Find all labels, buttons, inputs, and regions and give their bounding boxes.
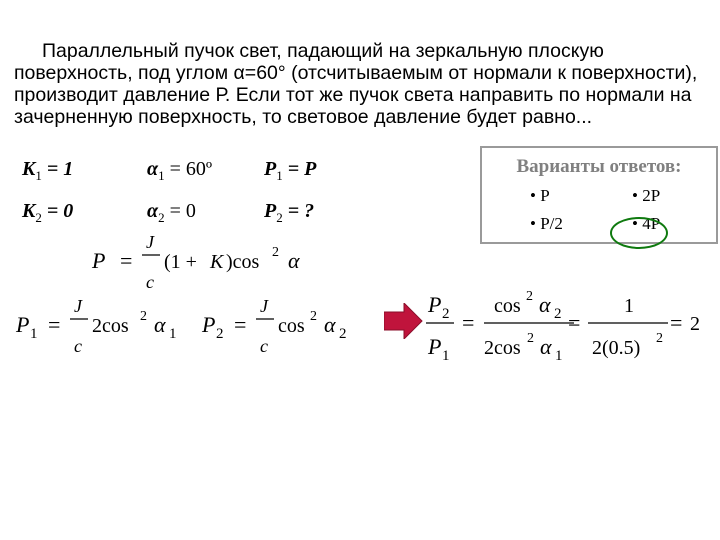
ratio-den-p-sub: 1 <box>442 348 450 364</box>
formula-general-paren-close: )cos <box>226 251 260 273</box>
ratio-den-alpha-sub: 1 <box>555 348 563 364</box>
answer-options-box <box>480 146 718 244</box>
given-k2 <box>22 200 73 226</box>
ratio-result: 2 <box>690 313 700 335</box>
formula-general-exp: 2 <box>272 245 279 260</box>
answer-options-title: Варианты ответов: <box>516 156 682 177</box>
given-k2-symbol: K <box>22 200 36 222</box>
formula-p1-coef: 2cos <box>92 315 129 337</box>
given-alpha1-symbol: α <box>147 158 159 180</box>
formula-general-den: c <box>146 272 154 292</box>
ratio-den-p: P <box>428 334 442 359</box>
formula-ratio <box>424 284 714 369</box>
formula-p2-exp: 2 <box>310 309 317 324</box>
formula-general-paren-open: (1 + <box>164 251 197 273</box>
formula-general-eq: = <box>120 248 133 273</box>
ratio-den-alpha: α <box>540 334 552 359</box>
ratio-den-cos: 2cos <box>484 337 521 359</box>
formula-p2-num: J <box>260 296 268 316</box>
formula-p1-eq: = <box>48 312 61 337</box>
correct-answer-circle <box>610 217 668 249</box>
answer-option-p[interactable]: • P <box>530 186 550 205</box>
given-alpha1-value: = 60º <box>164 158 213 180</box>
given-p1-value: = P <box>282 158 317 180</box>
ratio-frac-exp: 2 <box>656 331 663 346</box>
ratio-num-cos: cos <box>494 295 521 317</box>
given-p2 <box>264 200 314 226</box>
formula-p2-lhs: P <box>202 312 216 337</box>
formula-p2-den: c <box>260 336 268 356</box>
given-p1-subscript: 1 <box>276 168 283 183</box>
formula-p2 <box>198 292 378 363</box>
given-k1-value: = 1 <box>41 158 74 180</box>
ratio-eq2: = <box>568 310 581 335</box>
given-p2-value: = ? <box>282 200 315 222</box>
ratio-eq3: = <box>670 310 683 335</box>
given-alpha1 <box>147 158 212 184</box>
answer-option-2p[interactable]: • 2P <box>632 186 661 205</box>
formula-general-num: J <box>146 232 154 252</box>
formula-p1-alpha: α <box>154 312 166 337</box>
formula-p1-exp: 2 <box>140 309 147 324</box>
formula-general-alpha: α <box>288 248 300 273</box>
formula-p2-alpha: α <box>324 312 336 337</box>
given-p1-symbol: P <box>264 158 277 180</box>
ratio-eq: = <box>462 310 475 335</box>
given-alpha1-subscript: 1 <box>158 168 165 183</box>
given-k1-subscript: 1 <box>35 168 42 183</box>
given-alpha2 <box>147 200 196 226</box>
formula-p2-alpha-sub: 2 <box>339 326 347 342</box>
formula-p2-eq: = <box>234 312 247 337</box>
formula-general-lhs: P <box>92 248 106 273</box>
ratio-frac-den: 2(0.5) <box>592 337 641 359</box>
formula-general-k: K <box>210 251 224 273</box>
given-p2-subscript: 2 <box>276 210 283 225</box>
given-alpha2-symbol: α <box>147 200 159 222</box>
ratio-num-p: P <box>428 292 442 317</box>
ratio-den-exp: 2 <box>527 331 534 346</box>
formula-p1-lhs-sub: 1 <box>30 326 38 342</box>
given-k2-subscript: 2 <box>35 210 42 225</box>
formula-p2-lhs-sub: 2 <box>216 326 224 342</box>
formula-p1-den: c <box>74 336 82 356</box>
given-p2-symbol: P <box>264 200 277 222</box>
given-k1 <box>22 158 73 184</box>
given-alpha2-subscript: 2 <box>158 210 165 225</box>
formula-p1-alpha-sub: 1 <box>169 326 177 342</box>
ratio-num-p-sub: 2 <box>442 306 450 322</box>
ratio-frac-num: 1 <box>624 295 634 317</box>
formula-p2-cos: cos <box>278 315 305 337</box>
given-k2-value: = 0 <box>41 200 74 222</box>
formula-p1-lhs: P <box>16 312 30 337</box>
ratio-num-alpha: α <box>539 292 551 317</box>
ratio-num-exp: 2 <box>526 289 533 304</box>
given-alpha2-value: = 0 <box>164 200 196 222</box>
ratio-num-alpha-sub: 2 <box>554 306 562 322</box>
formula-general <box>88 228 328 299</box>
formula-p1-num: J <box>74 296 82 316</box>
answer-option-p-half[interactable]: • P/2 <box>530 214 563 233</box>
formula-p1 <box>12 292 202 363</box>
given-k1-symbol: K <box>22 158 36 180</box>
answer-option-4p[interactable]: • 4P <box>632 214 661 233</box>
implies-arrow-icon <box>384 303 424 344</box>
given-p1 <box>264 158 316 184</box>
problem-statement: Параллельный пучок свет, падающий на зеркальную плоскую поверхность, под углом α=60° (отсчитываемым от нормали к поверхности), производит давление Р. Если тот же пучок света направить по нормали на зачерненную поверхность, то световое давление будет равно... <box>14 40 698 128</box>
